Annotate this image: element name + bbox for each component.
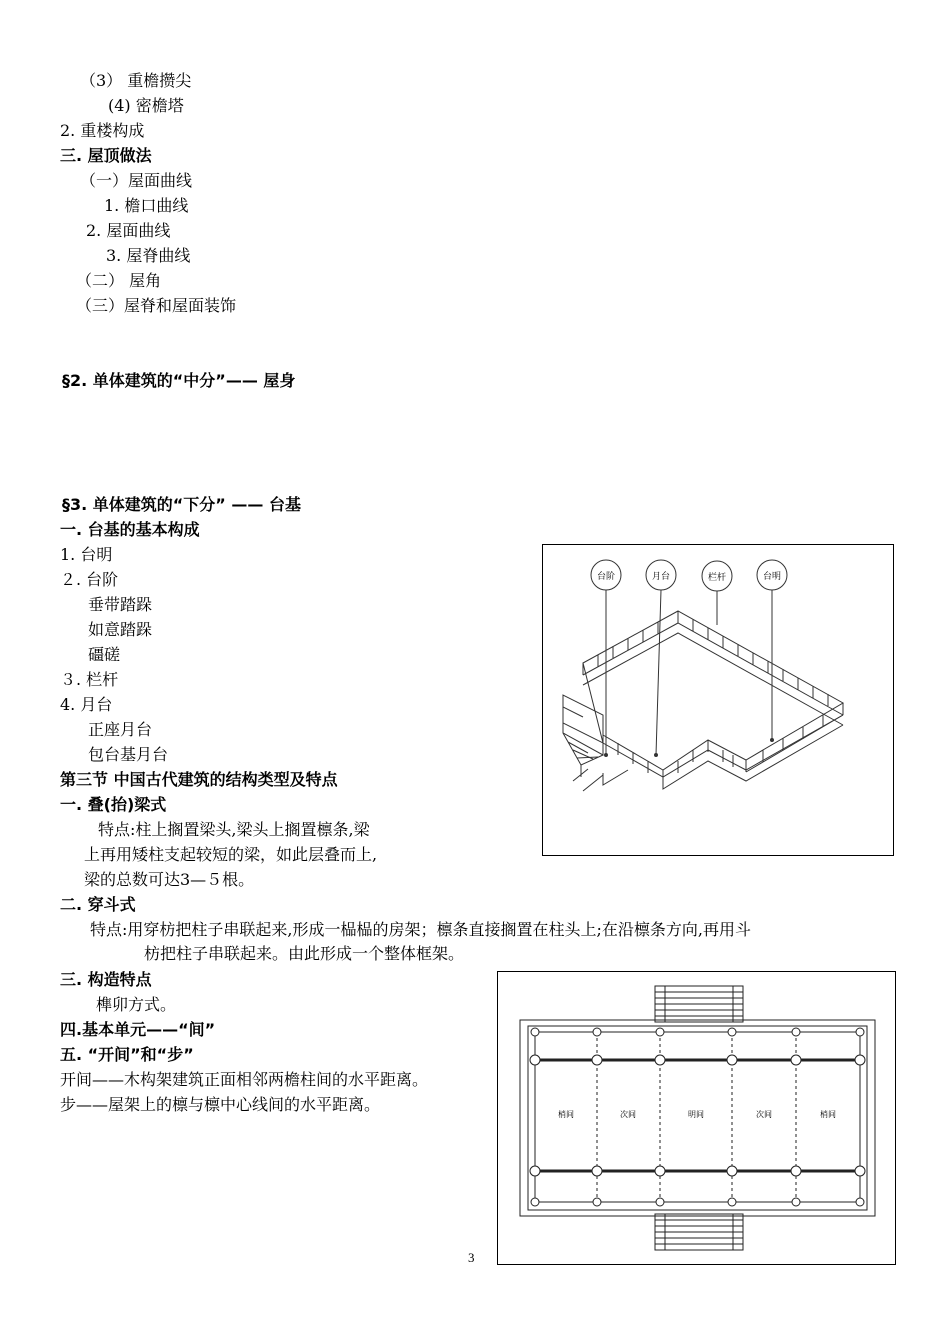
text-tailiang-1: 特点:柱上搁置梁头,梁头上搁置檩条,梁 xyxy=(98,820,370,839)
heading-tailiang: 一. 叠(抬)梁式 xyxy=(60,795,167,814)
bay-label-4: 次间 xyxy=(756,1110,772,1119)
text-kaijian-def: 开间——木构架建筑正面相邻两檐柱间的水平距离。 xyxy=(60,1070,429,1089)
item-ridge-decoration: （三）屋脊和屋面装饰 xyxy=(76,296,237,315)
item-chuidai-tadu: 垂带踏跺 xyxy=(88,595,153,614)
item-main-terrace: 正座月台 xyxy=(88,720,153,739)
heading-construction: 三. 构造特点 xyxy=(60,970,152,989)
item-roof-corner: （二） 屋角 xyxy=(76,271,162,290)
heading-section-three: 第三节 中国古代建筑的结构类型及特点 xyxy=(60,770,338,789)
section-2-heading: §2. 单体建筑的“中分”—— 屋身 xyxy=(62,371,296,390)
item-chonglou: 2. 重楼构成 xyxy=(60,121,145,140)
item-terrace: 4. 月台 xyxy=(60,695,113,714)
floorplan-figure xyxy=(497,971,896,1265)
bay-label-3: 明间 xyxy=(688,1110,704,1119)
text-tailiang-2: 上再用矮柱支起较短的梁，如此层叠而上, xyxy=(84,845,378,864)
heading-kaijian-bu: 五. “开间”和“步” xyxy=(60,1045,194,1064)
item-roof-curve: （一）屋面曲线 xyxy=(80,171,193,190)
heading-roof-method: 三. 屋顶做法 xyxy=(60,146,152,165)
bay-label-1: 梢间 xyxy=(558,1110,574,1119)
text-tailiang-3: 梁的总数可达3—５根。 xyxy=(84,870,255,889)
bay-label-5: 梢间 xyxy=(820,1110,836,1119)
platform-figure xyxy=(542,544,894,856)
heading-basic-unit: 四.基本单元——“间” xyxy=(60,1020,216,1039)
item-steps: ２. 台阶 xyxy=(60,570,119,589)
item-miyan-ta: (4) 密檐塔 xyxy=(108,96,184,115)
item-railing: ３. 栏杆 xyxy=(60,670,119,689)
item-ruyi-tadu: 如意踏跺 xyxy=(88,620,153,639)
page-number: 3 xyxy=(468,1250,475,1265)
text-chuandou-2: 枋把柱子串联起来。由此形成一个整体框架。 xyxy=(144,944,465,963)
item-taiming: 1. 台明 xyxy=(60,545,113,564)
text-mortise: 榫卯方式。 xyxy=(96,995,177,1014)
item-wrap-terrace: 包台基月台 xyxy=(88,745,169,764)
label-terrace: 月台 xyxy=(651,572,671,582)
item-chongyan-cuanjian: （3） 重檐攒尖 xyxy=(80,71,192,90)
item-ridge-curve: 3. 屋脊曲线 xyxy=(106,246,191,265)
item-roof-surface-curve: 2. 屋面曲线 xyxy=(86,221,171,240)
item-jiangcuo: 礓磋 xyxy=(88,645,121,664)
item-eave-curve: 1. 檐口曲线 xyxy=(104,196,189,215)
text-chuandou-1: 特点:用穿枋把柱子串联起来,形成一榀榀的房架；檩条直接搁置在柱头上;在沿檩条方向,再用斗 xyxy=(90,920,751,939)
label-railing: 栏杆 xyxy=(707,573,727,583)
label-steps: 台阶 xyxy=(596,572,616,582)
bay-label-2: 次间 xyxy=(620,1110,636,1119)
section-3-heading: §3. 单体建筑的“下分” —— 台基 xyxy=(62,495,301,514)
heading-chuandou: 二. 穿斗式 xyxy=(60,895,136,914)
text-bu-def: 步——屋架上的檩与檩中心线间的水平距离。 xyxy=(60,1095,381,1114)
heading-platform-composition: 一. 台基的基本构成 xyxy=(60,520,200,539)
label-taiming: 台明 xyxy=(762,572,782,582)
